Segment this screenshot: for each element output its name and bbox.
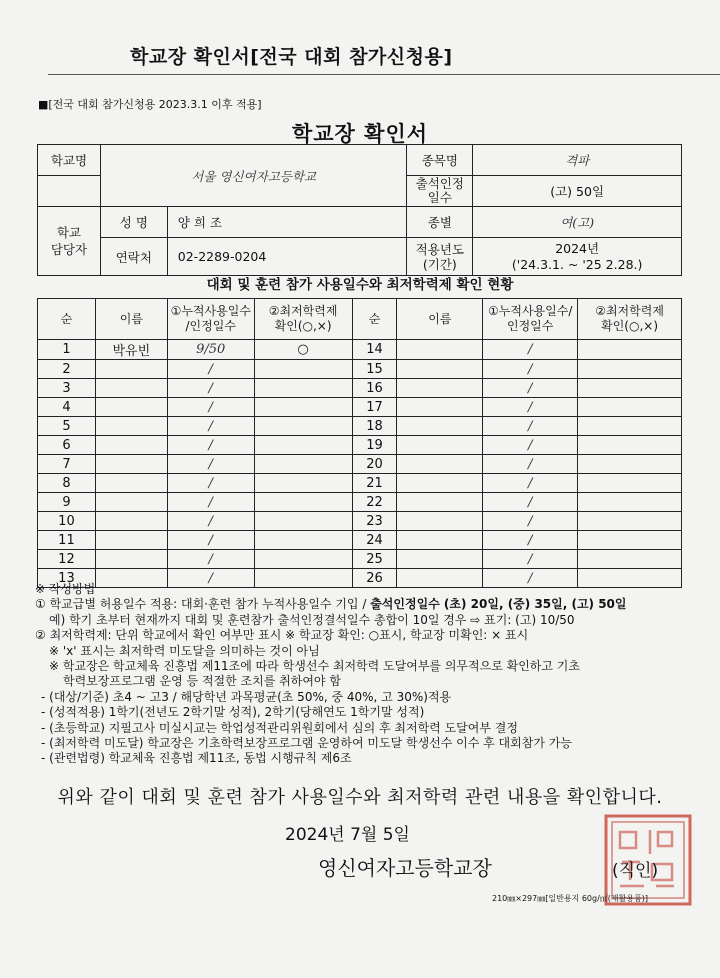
phone-value: 02-2289-0204 [167,238,407,276]
table-cell-days-l: / [167,531,254,550]
manager-label-line1: 학교 [56,225,82,240]
table-row [38,550,682,569]
year-label-line2: (기간) [422,256,457,272]
year-value-line1: 2024년 [555,240,600,256]
year-value [473,238,682,276]
table-cell-name-l [95,455,167,474]
table-cell-days-l: / [167,455,254,474]
table-cell-acad-r [578,493,682,512]
table-cell-no-r: 20 [352,455,397,474]
guide-item-1-text: ① 학교급별 허용일수 적용: 대회·훈련 참가 누적사용일수 기입 / [35,597,371,612]
table-cell-days-r: / [483,360,578,379]
school-value: 서울 영신여자고등학교 [100,145,407,207]
table-cell-no-r: 19 [352,436,397,455]
table-cell-no-r: 21 [352,474,397,493]
col-header-no: 순 [38,299,96,340]
table-cell-name-l [95,531,167,550]
table-cell-name-l [95,474,167,493]
col-header-academic-right-line2: 확인(○,×) [601,319,658,333]
table-cell-no-l: 10 [38,512,96,531]
guide-item-1-bold: 출석인정일수 (초) 20일, (중) 35일, (고) 50일 [370,597,627,612]
guide-note-2: ※ 학교장은 학교체육 진흥법 제11조에 따라 학생선수 최저학력 도달여부를 의무적으로 확인하고 기초 [49,659,580,674]
col-header-academic [254,299,352,340]
table-cell-days-r: / [483,379,578,398]
phone-label: 연락처 [100,238,167,276]
table-cell-acad-r [578,417,682,436]
table-row [38,512,682,531]
table-cell-name-r [397,493,483,512]
col-header-academic-line1: ②최저학력제 [268,304,338,318]
writing-guide [35,582,715,767]
school-label-cont [38,176,101,207]
table-cell-no-l: 12 [38,550,96,569]
table-cell-name-r [397,360,483,379]
table-cell-days-l: / [167,360,254,379]
year-value-line2: ('24.3.1. ~ '25 2.28.) [511,256,643,272]
section-title: 대회 및 훈련 참가 사용일수와 최저학력제 확인 현황 [206,277,514,293]
table-cell-days-l: / [167,417,254,436]
table-row [38,474,682,493]
table-row [38,436,682,455]
guide-item-1 [35,597,715,612]
table-cell-days-l: / [167,550,254,569]
table-cell-name-r [397,340,483,360]
table-cell-no-l: 6 [38,436,96,455]
table-cell-name-l [95,550,167,569]
table-cell-acad-r [578,512,682,531]
table-cell-acad-r [578,340,682,360]
guide-dash-2: - (성적적용) 1학기(전년도 2학기말 성적), 2학기(당해연도 1학기말 성적) [41,705,425,720]
table-cell-no-r: 24 [352,531,397,550]
table-cell-acad-l [254,474,352,493]
name-value: 양 희 조 [167,207,407,238]
table-cell-acad-l [254,512,352,531]
guide-note-1: ※ 'x' 표시는 최저학력 미도달을 의미하는 것이 아님 [49,643,320,658]
guide-dash-1: - (대상/기준) 초4 ~ 고3 / 해당학년 과목평균(초 50%, 중 40%, 고 30%)적용 [41,689,452,704]
table-cell-no-r: 15 [352,360,397,379]
attend-label [407,176,473,207]
table-cell-acad-r [578,379,682,398]
guide-dash-3: - (초등학교) 지필고사 미실시교는 학업성적관리위원회에서 심의 후 최저학력 도달여부 결정 [41,720,518,735]
manager-label-line2: 담당자 [50,242,88,257]
table-cell-acad-l [254,436,352,455]
table-cell-days-r: / [483,340,578,360]
table-cell-name-r [397,512,483,531]
table-cell-no-l: 4 [38,398,96,417]
table-cell-no-r: 22 [352,493,397,512]
table-cell-no-r: 18 [352,417,397,436]
table-row [38,455,682,474]
table-row [38,379,682,398]
col-header-days-right [483,299,578,340]
table-cell-acad-l: ○ [254,340,352,360]
table-cell-days-r: / [483,569,578,588]
table-cell-no-l: 3 [38,379,96,398]
table-cell-no-r: 17 [352,398,397,417]
table-cell-days-l: / [167,436,254,455]
table-cell-name-l: 박유빈 [95,340,167,360]
col-header-name-right: 이름 [397,299,483,340]
attend-label-line1: 출석인정 [415,176,464,191]
col-header-days-line1: ①누적사용일수 [170,304,251,318]
table-cell-no-r: 14 [352,340,397,360]
table-row [38,398,682,417]
confirm-statement: 위와 같이 대회 및 훈련 참가 사용일수와 최저학력 관련 내용을 확인합니다. [57,787,663,808]
guide-dash-4: - (최저학력 미도달) 학교장은 기초학력보장프로그램 운영하여 미도달 학생선수 이수 후 대회참가 가능 [41,736,572,751]
table-cell-acad-l [254,455,352,474]
table-cell-days-r: / [483,455,578,474]
seal-label: (직인) [612,861,659,881]
table-cell-days-l: / [167,512,254,531]
table-cell-acad-l [254,379,352,398]
table-cell-name-l [95,436,167,455]
col-header-days-right-line1: ①누적사용일수/ [488,304,573,318]
gender-label: 종별 [407,207,473,238]
year-label-line1: 적용년도 [415,241,464,257]
table-cell-no-l: 1 [38,340,96,360]
principal-name: 영신여자고등학교장 [318,856,492,880]
table-row [38,360,682,379]
table-cell-name-r [397,550,483,569]
table-cell-name-l [95,493,167,512]
table-cell-no-l: 13 [38,569,96,588]
table-cell-acad-r [578,455,682,474]
table-cell-days-r: / [483,531,578,550]
table-cell-no-r: 25 [352,550,397,569]
col-header-name: 이름 [95,299,167,340]
table-cell-name-l [95,512,167,531]
table-cell-name-l [95,398,167,417]
table-cell-no-l: 9 [38,493,96,512]
table-cell-days-l: 9/50 [167,340,254,360]
issue-date: 2024년 7월 5일 [285,825,410,845]
year-label [407,238,473,276]
table-cell-acad-l [254,398,352,417]
event-value: 격파 [473,145,682,176]
paper-size-note: 210㎜×297㎜[일반용지 60g/㎡(재활용품)] [492,894,649,903]
table-cell-no-r: 23 [352,512,397,531]
guide-item-1-example: 예) 학기 초부터 현재까지 대회 및 훈련참가 출석인정결석일수 총합이 10일 경우 ⇨ 표기: (고) 10/50 [49,612,575,627]
gender-value: 여(고) [473,207,682,238]
col-header-no-right: 순 [352,299,397,340]
table-row [38,417,682,436]
table-cell-days-r: / [483,436,578,455]
name-label: 성 명 [100,207,167,238]
table-row [38,531,682,550]
top-title: 학교장 확인서[전국 대회 참가신청용] [130,46,453,68]
table-cell-name-l [95,417,167,436]
col-header-academic-right-line1: ②최저학력제 [595,304,664,318]
guide-heading: ※ 작성방법 [35,582,96,596]
table-cell-name-r [397,474,483,493]
col-header-academic-line2: 확인(○,×) [274,319,332,333]
table-cell-name-l [95,360,167,379]
guide-item-2: ② 최저학력제: 단위 학교에서 확인 여부만 표시 ※ 학교장 확인: ○표시, 학교장 미확인: × 표시 [35,628,529,643]
table-cell-name-r [397,436,483,455]
table-row [38,340,682,360]
table-cell-no-l: 11 [38,531,96,550]
table-cell-acad-l [254,550,352,569]
guide-dash-5: - (관련법령) 학교체육 진흥법 제11조, 동법 시행규칙 제6조 [41,751,352,766]
table-cell-no-l: 2 [38,360,96,379]
table-cell-days-r: / [483,474,578,493]
manager-label [38,207,101,276]
table-cell-acad-r [578,474,682,493]
attend-label-line2: 일수 [427,190,452,205]
title-underline [48,74,720,75]
table-cell-days-r: / [483,550,578,569]
table-cell-no-l: 7 [38,455,96,474]
table-cell-no-l: 8 [38,474,96,493]
info-table [37,144,682,276]
table-cell-no-r: 26 [352,569,397,588]
table-cell-no-r: 16 [352,379,397,398]
col-header-academic-right [578,299,682,340]
table-cell-acad-r [578,550,682,569]
table-cell-name-r [397,455,483,474]
table-cell-days-r: / [483,493,578,512]
table-cell-no-l: 5 [38,417,96,436]
table-cell-acad-l [254,360,352,379]
col-header-days [167,299,254,340]
col-header-days-right-line2: 인정일수 [507,319,554,333]
table-cell-acad-r [578,436,682,455]
table-cell-days-r: / [483,417,578,436]
table-cell-acad-l [254,531,352,550]
table-cell-name-r [397,417,483,436]
school-label: 학교명 [38,145,101,176]
participation-table [37,298,682,588]
table-cell-days-l: / [167,398,254,417]
table-cell-days-l: / [167,379,254,398]
col-header-days-line2: /인정일수 [185,319,236,333]
table-cell-days-r: / [483,398,578,417]
table-cell-acad-l [254,493,352,512]
table-cell-days-r: / [483,512,578,531]
main-title: 학교장 확인서 [291,122,429,146]
table-cell-acad-r [578,360,682,379]
table-cell-acad-l [254,417,352,436]
table-cell-name-r [397,379,483,398]
table-cell-name-l [95,379,167,398]
table-cell-days-l: / [167,569,254,588]
table-cell-acad-r [578,531,682,550]
table-cell-days-l: / [167,493,254,512]
table-cell-name-r [397,398,483,417]
table-cell-acad-r [578,398,682,417]
table-cell-days-l: / [167,474,254,493]
apply-note: ■[전국 대회 참가신청용 2023.3.1 이후 적용] [38,98,262,111]
guide-note-2-cont: 학력보장프로그램 운영 등 적절한 조치를 취하여야 함 [63,674,341,689]
event-label: 종목명 [407,145,473,176]
table-cell-name-r [397,531,483,550]
table-row [38,493,682,512]
attend-value: (고) 50일 [473,176,682,207]
